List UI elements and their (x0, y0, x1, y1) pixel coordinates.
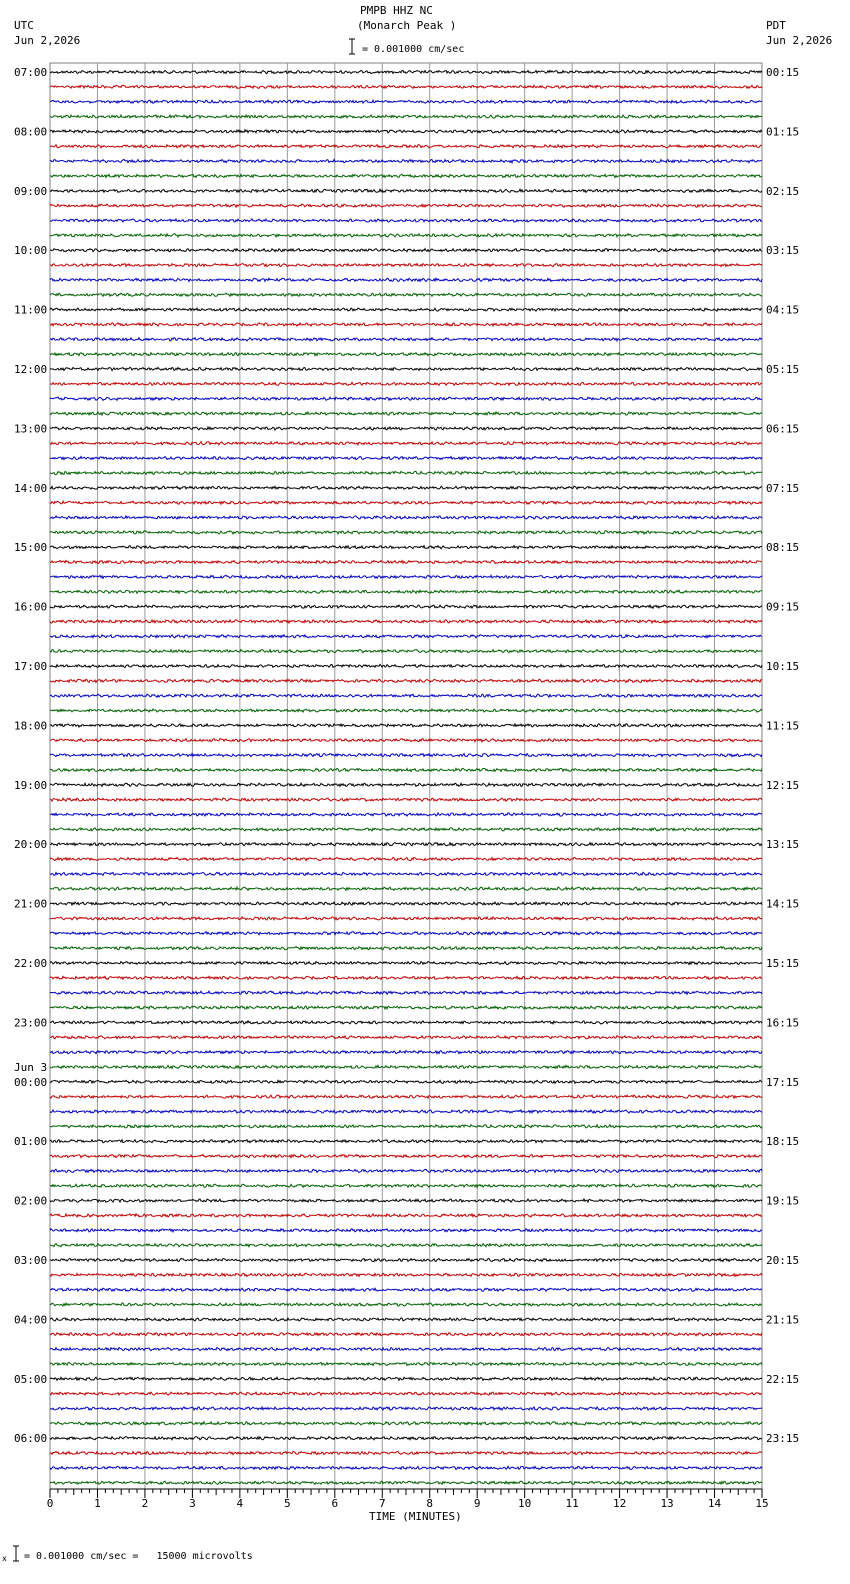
seismic-trace (50, 1036, 762, 1039)
seismic-trace (50, 323, 762, 326)
utc-hour-label: 14:00 (14, 481, 48, 495)
pdt-hour-label: 00:15 (766, 66, 800, 79)
seismic-trace (50, 813, 762, 816)
utc-hour-label: 03:00 (14, 1254, 48, 1267)
seismic-trace (50, 1229, 762, 1232)
seismic-trace (50, 546, 762, 549)
seismic-trace (50, 724, 762, 727)
seismic-trace (50, 353, 762, 356)
x-tick-label: 2 (141, 1497, 149, 1510)
seismic-trace (50, 130, 762, 133)
seismic-trace (50, 1184, 762, 1187)
utc-hour-label: 18:00 (14, 719, 48, 733)
x-tick-label: 15 (755, 1497, 769, 1510)
utc-hour-label: 04:00 (14, 1313, 48, 1327)
seismic-trace (50, 932, 762, 935)
seismic-trace (50, 486, 762, 489)
seismic-trace (50, 115, 762, 118)
pdt-hour-label: 08:15 (766, 541, 800, 555)
footer-scale-note: = 0.001000 cm/sec = 15000 microvolts (24, 1551, 253, 1562)
seismic-trace (50, 1392, 762, 1395)
seismic-trace (50, 427, 762, 430)
station-title: PMPB HHZ NC (360, 4, 433, 17)
utc-hour-label: 21:00 (14, 897, 48, 911)
x-axis-label: TIME (MINUTES) (369, 1510, 462, 1523)
seismic-trace (50, 1065, 762, 1068)
seismic-trace (50, 1199, 762, 1202)
left-timezone: UTC (14, 19, 34, 32)
utc-hour-label: 12:00 (14, 363, 48, 376)
footer-scale-bar-icon (2, 1545, 24, 1563)
seismic-trace (50, 1333, 762, 1336)
seismic-trace (50, 679, 762, 682)
pdt-hour-label: 13:15 (766, 838, 800, 852)
seismic-trace (50, 367, 762, 370)
right-date: Jun 2,2026 (766, 34, 833, 47)
seismic-traces (50, 70, 762, 1484)
utc-hour-label: 15:00 (14, 541, 48, 555)
seismic-trace (50, 338, 762, 341)
seismic-trace (50, 1452, 762, 1455)
x-tick-label: 1 (94, 1497, 101, 1510)
pdt-hour-label: 03:15 (766, 244, 800, 258)
seismic-trace (50, 249, 762, 252)
seismic-trace (50, 278, 762, 281)
seismic-trace (50, 100, 762, 103)
seismic-trace (50, 1080, 762, 1083)
seismic-trace (50, 1006, 762, 1009)
seismic-trace (50, 160, 762, 163)
x-tick-label: 6 (331, 1497, 339, 1510)
seismic-trace (50, 1422, 762, 1425)
seismic-trace (50, 397, 762, 400)
utc-hour-label: 00:00 (14, 1075, 48, 1089)
scale-label: = 0.001000 cm/sec (362, 44, 465, 55)
seismic-trace (50, 828, 762, 831)
seismic-trace (50, 783, 762, 786)
utc-hour-label: 11:00 (14, 303, 48, 317)
station-location: (Monarch Peak ) (357, 19, 457, 32)
left-date: Jun 2,2026 (14, 34, 81, 47)
seismic-trace (50, 694, 762, 697)
seismic-trace (50, 1481, 762, 1484)
time-axis (47, 1489, 769, 1510)
utc-hour-label: 19:00 (14, 778, 48, 792)
seismic-trace (50, 1110, 762, 1113)
seismic-trace (50, 531, 762, 534)
seismic-trace (50, 1244, 762, 1247)
seismic-trace (50, 947, 762, 950)
seismic-trace (50, 1437, 762, 1440)
seismic-trace (50, 991, 762, 994)
pdt-hour-label: 18:15 (766, 1135, 800, 1149)
seismic-trace (50, 561, 762, 564)
pdt-hour-label: 20:15 (766, 1254, 800, 1267)
x-tick-label: 11 (565, 1497, 579, 1510)
day-change-label: Jun 3 (14, 1060, 48, 1074)
pdt-hour-label: 14:15 (766, 897, 800, 911)
seismic-trace (50, 1407, 762, 1410)
x-tick-label: 4 (236, 1497, 244, 1510)
seismic-trace (50, 754, 762, 757)
seismic-trace (50, 1021, 762, 1024)
scale-bar-icon (348, 38, 356, 56)
seismic-trace (50, 590, 762, 593)
pdt-hour-label: 23:15 (766, 1432, 800, 1446)
seismic-trace (50, 1318, 762, 1321)
seismic-trace (50, 516, 762, 519)
pdt-hour-label: 04:15 (766, 303, 800, 317)
x-tick-label: 12 (612, 1497, 627, 1510)
seismic-trace (50, 234, 762, 237)
pdt-hour-label: 02:15 (766, 184, 800, 198)
x-tick-label: 5 (284, 1497, 291, 1510)
utc-hour-label: 13:00 (14, 422, 48, 436)
seismic-trace (50, 1377, 762, 1380)
pdt-hour-label: 22:15 (766, 1372, 800, 1386)
pdt-hour-label: 15:15 (766, 957, 800, 970)
seismic-trace (50, 1169, 762, 1172)
pdt-hour-label: 09:15 (766, 600, 800, 614)
seismic-trace (50, 1259, 762, 1262)
seismic-trace (50, 872, 762, 875)
seismic-trace (50, 264, 762, 267)
x-tick-label: 13 (660, 1497, 674, 1510)
utc-hour-label: 07:00 (14, 66, 48, 79)
seismic-trace (50, 798, 762, 801)
seismic-trace (50, 976, 762, 979)
seismic-trace (50, 650, 762, 653)
utc-hour-label: 09:00 (14, 184, 48, 198)
x-tick-label: 3 (189, 1497, 196, 1510)
seismic-trace (50, 293, 762, 296)
right-timezone: PDT (766, 19, 786, 32)
seismic-trace (50, 858, 762, 861)
seismic-trace (50, 843, 762, 846)
seismic-trace (50, 1273, 762, 1276)
pdt-hour-label: 12:15 (766, 778, 800, 792)
seismic-trace (50, 1095, 762, 1098)
seismic-trace (50, 917, 762, 920)
utc-hour-label: 01:00 (14, 1135, 48, 1149)
seismic-trace (50, 204, 762, 207)
seismic-trace (50, 1051, 762, 1054)
x-tick-label: 14 (707, 1497, 722, 1510)
pdt-hour-label: 16:15 (766, 1016, 800, 1030)
seismic-trace (50, 70, 762, 73)
pdt-hour-label: 10:15 (766, 660, 800, 673)
seismic-trace (50, 635, 762, 638)
utc-hour-label: 20:00 (14, 838, 48, 852)
pdt-hour-label: 11:15 (766, 719, 800, 733)
seismic-trace (50, 145, 762, 148)
seismic-trace (50, 709, 762, 712)
utc-hour-label: 05:00 (14, 1372, 48, 1386)
seismic-trace (50, 189, 762, 192)
seismic-trace (50, 1125, 762, 1128)
seismic-trace (50, 1214, 762, 1217)
seismic-trace (50, 1155, 762, 1158)
seismic-trace (50, 575, 762, 578)
utc-hour-label: 02:00 (14, 1194, 48, 1208)
seismic-trace (50, 1303, 762, 1306)
seismic-trace (50, 442, 762, 445)
pdt-hour-label: 01:15 (766, 125, 800, 139)
seismic-trace (50, 605, 762, 608)
seismic-trace (50, 620, 762, 623)
pdt-hour-label: 07:15 (766, 481, 800, 495)
seismic-trace (50, 1288, 762, 1291)
svg-text:x: x (2, 1554, 7, 1563)
seismic-trace (50, 739, 762, 742)
utc-hour-label: 22:00 (14, 957, 48, 970)
seismic-trace (50, 174, 762, 177)
pdt-hour-label: 19:15 (766, 1194, 800, 1208)
seismic-trace (50, 501, 762, 504)
seismic-trace (50, 85, 762, 88)
seismic-trace (50, 1362, 762, 1365)
seismic-trace (50, 902, 762, 905)
x-tick-label: 0 (46, 1497, 54, 1510)
utc-hour-label: 10:00 (14, 244, 48, 258)
x-tick-label: 8 (426, 1497, 434, 1510)
seismic-trace (50, 768, 762, 771)
seismic-trace (50, 1466, 762, 1469)
x-tick-label: 7 (378, 1497, 386, 1510)
pdt-hour-label: 21:15 (766, 1313, 800, 1327)
utc-hour-label: 23:00 (14, 1016, 48, 1030)
pdt-hour-label: 06:15 (766, 422, 800, 436)
x-tick-label: 10 (518, 1497, 532, 1510)
seismic-trace (50, 1348, 762, 1351)
seismic-trace (50, 412, 762, 415)
seismic-trace (50, 308, 762, 311)
seismic-trace (50, 219, 762, 222)
seismic-trace (50, 1140, 762, 1143)
utc-hour-label: 16:00 (14, 600, 48, 614)
pdt-hour-label: 17:15 (766, 1075, 800, 1089)
seismic-trace (50, 664, 762, 667)
pdt-hour-label: 05:15 (766, 363, 800, 376)
seismic-trace (50, 887, 762, 890)
seismic-trace (50, 961, 762, 964)
seismic-trace (50, 471, 762, 474)
utc-hour-label: 17:00 (14, 660, 48, 673)
seismic-trace (50, 457, 762, 460)
utc-hour-label: 08:00 (14, 125, 48, 139)
utc-hour-label: 06:00 (14, 1432, 48, 1446)
x-tick-label: 9 (473, 1497, 481, 1510)
seismic-trace (50, 382, 762, 385)
